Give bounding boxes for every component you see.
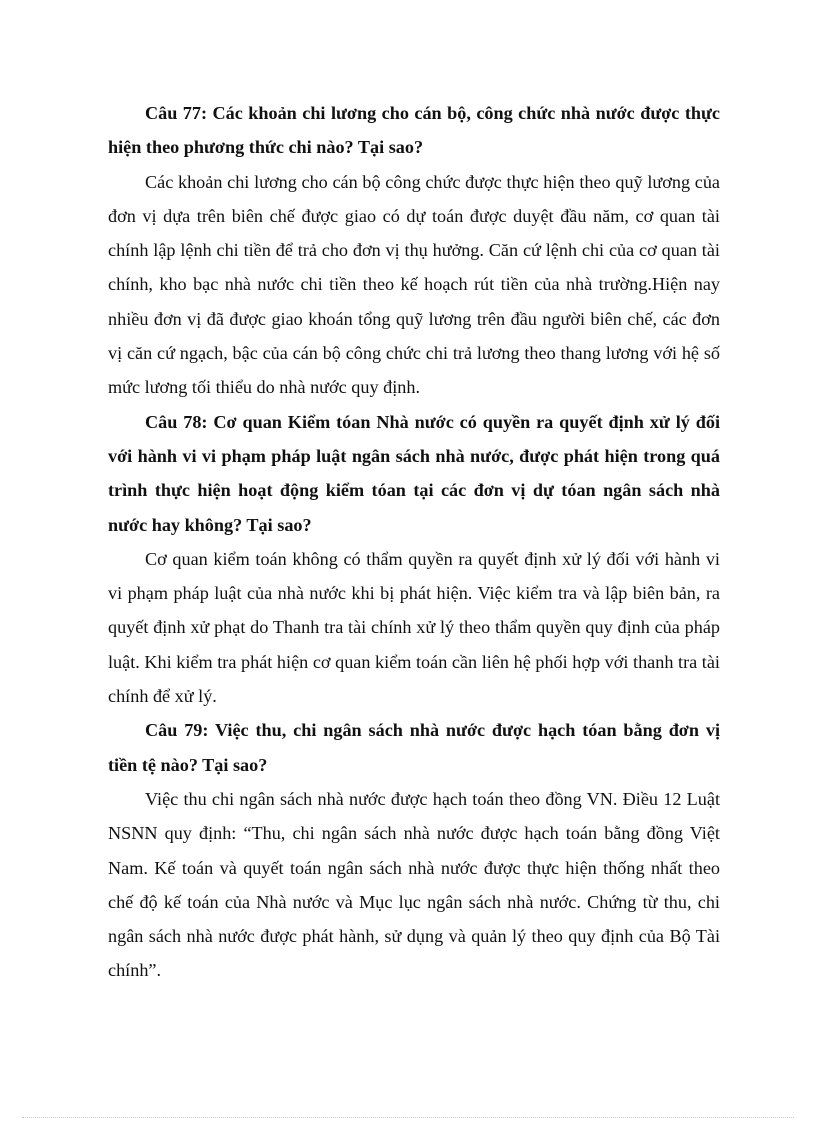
question-79: Câu 79: Việc thu, chi ngân sách nhà nước được hạch tóan bằng đơn vị tiền tệ nào? Tại sao? — [108, 720, 720, 775]
answer-78: Cơ quan kiểm toán không có thẩm quyền ra quyết định xử lý đối với hành vi vi phạm pháp luật của nhà nước khi bị phát hiện. Việc kiểm tra và lập biên bản, ra quyết định xử phạt do Thanh tra tài chính xử lý theo thẩm quyền quy định của pháp luật. Khi kiểm tra phát hiện cơ quan kiểm toán cần liên hệ phối hợp với thanh tra tài chính để xử lý. — [108, 548, 720, 707]
page-bottom-divider — [22, 1117, 794, 1118]
answer-77: Các khoản chi lương cho cán bộ công chức được thực hiện theo quỹ lương của đơn vị dựa trên biên chế được giao có dự toán được duyệt đầu năm, cơ quan tài chính lập lệnh chi tiền để trả cho đơn vị thụ hưởng. Căn cứ lệnh chi của cơ quan tài chính, kho bạc nhà nước chi tiền theo kế hoạch rút tiền của nhà trường.Hiện nay nhiều đơn vị đã được giao khoán tổng quỹ lương trên đầu người biên chế, các đơn vị căn cứ ngạch, bậc của cán bộ công chức chi trả lương theo thang lương với hệ số mức lương tối thiểu do nhà nước quy định. — [108, 171, 720, 398]
document-body — [108, 96, 720, 988]
question-78: Câu 78: Cơ quan Kiểm tóan Nhà nước có quyền ra quyết định xử lý đối với hành vi vi phạm pháp luật ngân sách nhà nước, được phát hiện trong quá trình thực hiện hoạt động kiểm tóan tại các đơn vị dự tóan ngân sách nhà nước hay không? Tại sao? — [108, 411, 720, 535]
question-77: Câu 77: Các khoản chi lương cho cán bộ, công chức nhà nước được thực hiện theo phương thức chi nào? Tại sao? — [108, 103, 720, 158]
answer-79: Việc thu chi ngân sách nhà nước được hạch toán theo đồng VN. Điều 12 Luật NSNN quy định: “Thu, chi ngân sách nhà nước được hạch toán bằng đồng Việt Nam. Kế toán và quyết toán ngân sách nhà nước được thực hiện thống nhất theo chế độ kế toán của Nhà nước và Mục lục ngân sách nhà nước. Chứng từ thu, chi ngân sách nhà nước được phát hành, sử dụng và quản lý theo quy định của Bộ Tài chính”. — [108, 788, 720, 981]
